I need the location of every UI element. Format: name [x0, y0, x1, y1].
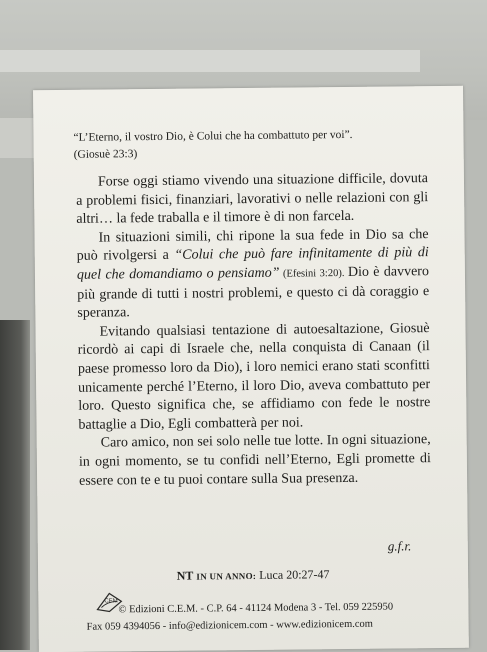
- publisher-line-2: Fax 059 4394056 - info@edizionicem.com - www.edizionicem.com: [86, 618, 373, 633]
- publisher-line-1: © Edizioni C.E.M. - C.P. 64 - 41124 Modena 3 - Tel. 059 225950: [118, 601, 394, 616]
- paragraph-2: [76, 226, 429, 324]
- reading-sublabel: IN UN ANNO:: [196, 570, 257, 582]
- reading-passage: Luca 20:27-47: [259, 567, 330, 582]
- paragraph-4: Caro amico, non sei solo nelle tue lotte. In ogni situazione, in ogni momento, se tu confidi nell’Eterno, Egli promette di essere con te e tu puoi contare sulla Sua presenza.: [78, 432, 431, 489]
- background-dark-object: [0, 320, 30, 650]
- cem-logo-text: CEM: [104, 598, 118, 605]
- paragraph-2-end: Dio è davvero più grande di tutti i nostri problemi, e questo ci dà coraggio e speranza.: [77, 264, 430, 321]
- paragraph-3: Evitando qualsiasi tentazione di autoesaltazione, Giosuè ricordò ai capi di Israele che, nella conquista di Canaan (il paese promesso loro da Dio), i loro nemici erano stati sconfitti unicamente perché l’Eterno, il loro Dio, aveva combattuto per loro. Questo significa che, se affidiamo con fede le nostre battaglie a Dio, Egli combatterà per noi.: [77, 320, 431, 433]
- paragraph-2-reference: (Efesini 3:20).: [279, 267, 348, 280]
- reading-label: NT: [176, 568, 194, 583]
- printed-leaflet: [33, 86, 469, 652]
- devotional-body: [76, 170, 431, 491]
- paragraph-2-quote: “Colui che può fare infinitamente di più di quel che domandiamo o pensiamo”: [76, 245, 429, 283]
- background-stripe: [0, 50, 420, 72]
- verse-reference: (Giosuè 23:3): [73, 148, 138, 161]
- reading-plan: [38, 566, 468, 586]
- verse-header: [73, 126, 423, 164]
- paragraph-2-start: In situazioni simili, chi ripone la sua fede in Dio sa che può rivolgersi a: [76, 226, 429, 265]
- publisher-contacts: [86, 598, 436, 636]
- paragraph-1: Forse oggi stiamo vivendo una situazione difficile, dovuta a problemi fisici, finanziari, lavorativi o nelle relazioni con gli altri… la fede traballa e il timore è di non farcela.: [76, 171, 429, 227]
- author-signature: g.f.r.: [387, 538, 412, 554]
- verse-quote: “L’Eterno, il vostro Dio, è Colui che ha combattuto per voi”.: [73, 128, 353, 144]
